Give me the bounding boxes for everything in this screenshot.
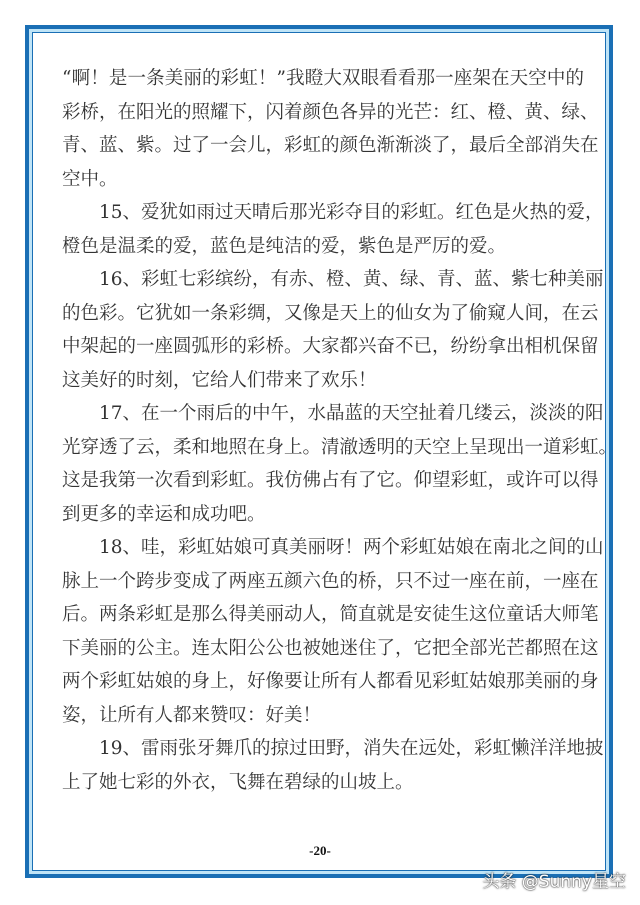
text-line: 后。两条彩虹是那么得美丽动人，简直就是安徒生这位童话大师笔 bbox=[62, 604, 599, 625]
text-line: 橙色是温柔的爱，蓝色是纯洁的爱，紫色是严厉的爱。 bbox=[62, 235, 507, 257]
text-line: 15、爱犹如雨过天晴后那光彩夺目的彩虹。红色是火热的爱， bbox=[62, 202, 604, 223]
text-line: 姿，让所有人都来赞叹：好美！ bbox=[62, 704, 322, 726]
text-line: 青、蓝、紫。过了一会儿，彩虹的颜色渐渐淡了，最后全部消失在 bbox=[62, 135, 599, 156]
text-line: 中架起的一座圆弧形的彩桥。大家都兴奋不已，纷纷拿出相机保留 bbox=[62, 336, 599, 357]
text-line: 两个彩虹姑娘的身上，好像要让所有人都看见彩虹姑娘那美丽的身 bbox=[62, 671, 599, 692]
page-number: -20- bbox=[309, 843, 331, 858]
text-line: “啊！是一条美丽的彩虹！”我瞪大双眼看看那一座架在天空中的 bbox=[62, 68, 584, 89]
watermark: 头条 @Sunny星空 bbox=[482, 872, 626, 892]
text-line: 的色彩。它犹如一条彩绸，又像是天上的仙女为了偷窥人间，在云 bbox=[62, 302, 599, 324]
text-line: 16、彩虹七彩缤纷，有赤、橙、黄、绿、青、蓝、紫七种美丽 bbox=[62, 269, 604, 290]
text-line: 下美丽的公主。连太阳公公也被她迷住了，它把全部光芒都照在这 bbox=[62, 637, 599, 659]
text-line: 到更多的幸运和成功吧。 bbox=[62, 503, 266, 525]
text-line: 17、在一个雨后的中午，水晶蓝的天空扯着几缕云，淡淡的阳 bbox=[62, 403, 604, 424]
document-body bbox=[62, 62, 618, 799]
text-line: 光穿透了云，柔和地照在身上。清澈透明的天空上呈现出一道彩虹。 bbox=[62, 436, 618, 458]
text-line: 彩桥，在阳光的照耀下，闪着颜色各异的光芒：红、橙、黄、绿、 bbox=[62, 101, 599, 123]
text-line: 上了她七彩的外衣，飞舞在碧绿的山坡上。 bbox=[62, 771, 414, 793]
text-line: 空中。 bbox=[62, 168, 118, 190]
text-line: 这美好的时刻，它给人们带来了欢乐！ bbox=[62, 369, 377, 391]
text-line: 这是我第一次看到彩虹。我仿佛占有了它。仰望彩虹，或许可以得 bbox=[62, 470, 599, 491]
text-line: 脉上一个跨步变成了两座五颜六色的桥，只不过一座在前，一座在 bbox=[62, 570, 599, 592]
text-line: 19、雷雨张牙舞爪的掠过田野，消失在远处，彩虹懒洋洋地披 bbox=[62, 738, 604, 759]
text-line: 18、哇，彩虹姑娘可真美丽呀！两个彩虹姑娘在南北之间的山 bbox=[62, 537, 604, 558]
